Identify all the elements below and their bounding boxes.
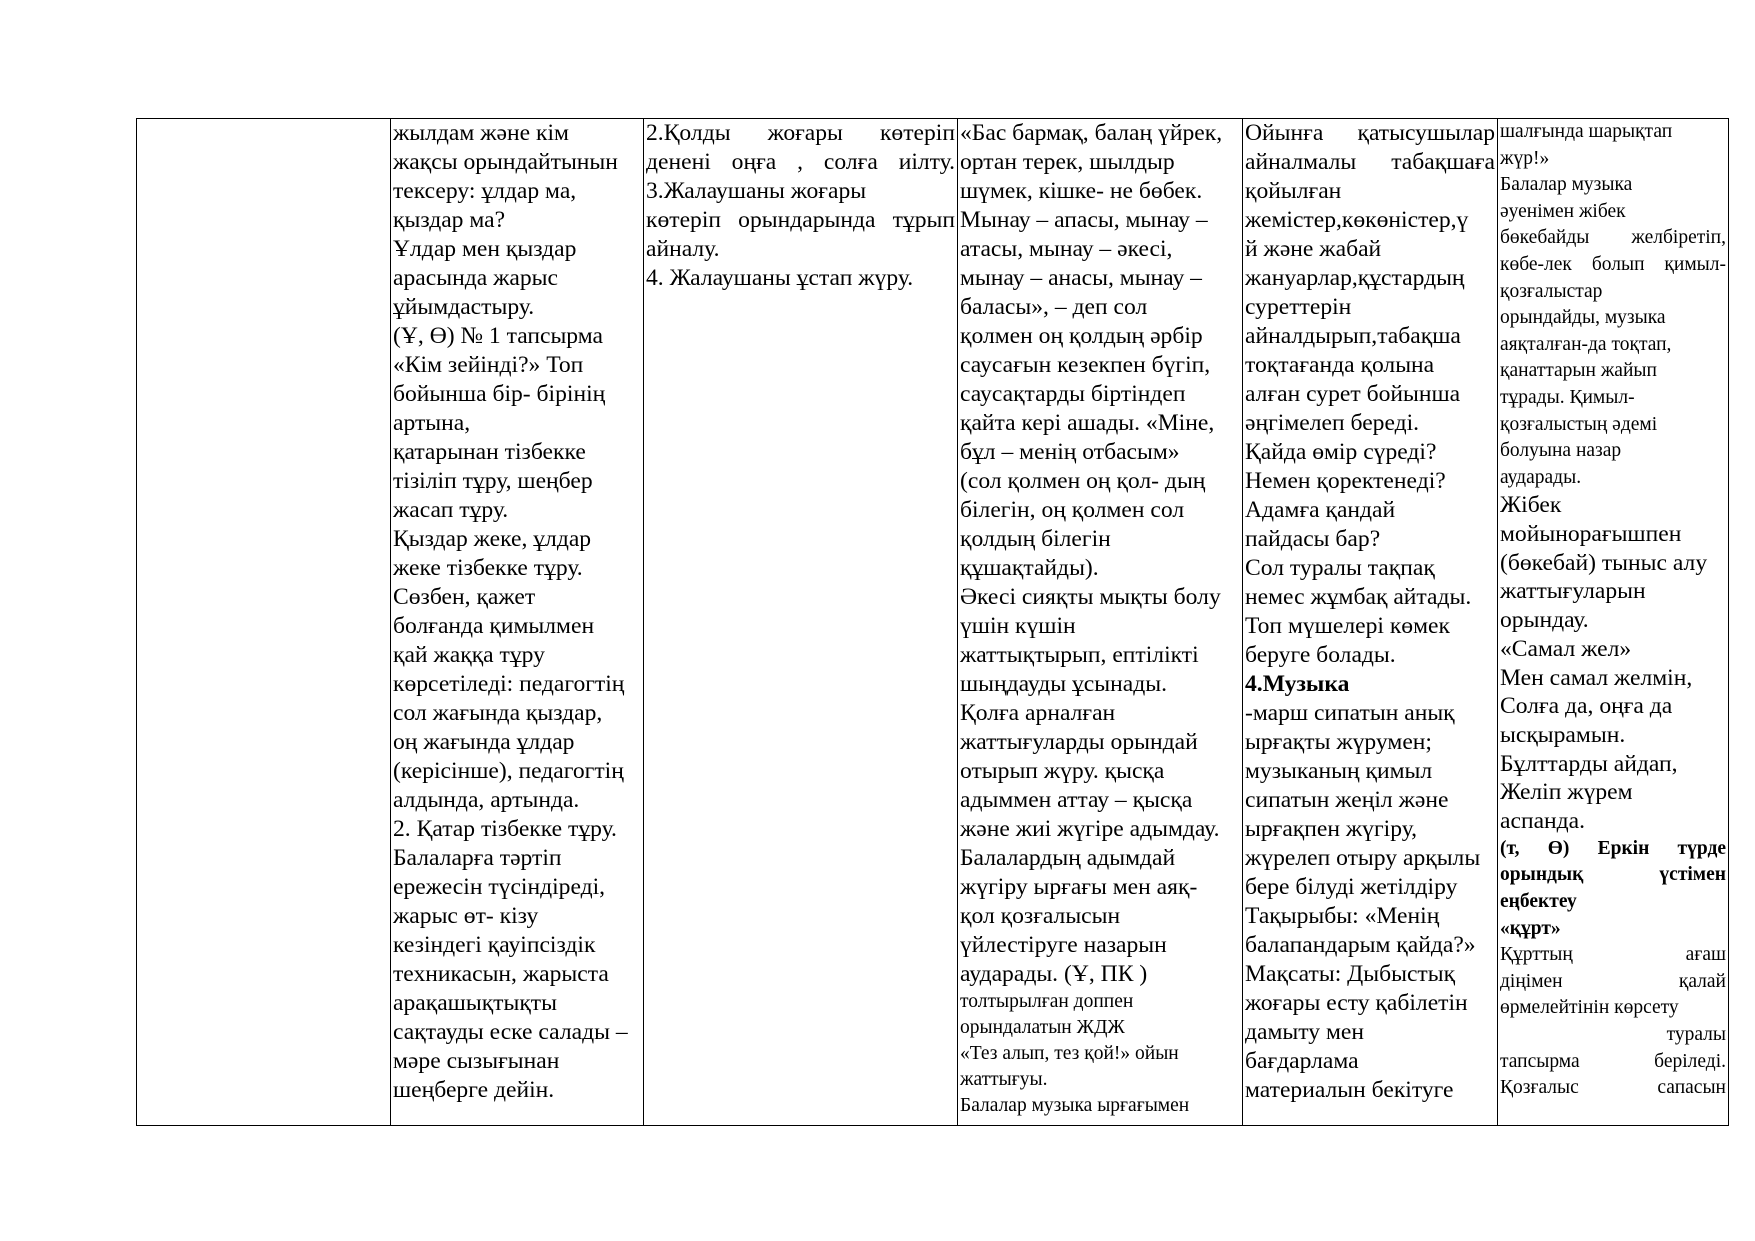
text-line: тапсырма беріледі.: [1500, 1050, 1726, 1072]
text-line: 4. Жалаушаны ұстап жүру.: [646, 265, 914, 291]
text-line: арасында жарыс: [393, 265, 558, 291]
text-line: оң жағында ұлдар: [393, 729, 575, 755]
text-line: әуенімен жібек: [1500, 200, 1626, 222]
text-line: мәре сызығынан: [393, 1048, 560, 1074]
text-line: орындайды, музыка: [1500, 307, 1666, 329]
table-cell-col3: [644, 119, 958, 1126]
text-line: қолдың білегін: [960, 526, 1111, 552]
text-line: саусақтарды біртіндеп: [960, 381, 1186, 407]
section-heading: 4.Музыка: [1245, 671, 1350, 697]
table-row: [137, 119, 1729, 1126]
text-line: бере білуді жетілдіру: [1245, 874, 1458, 900]
text-line: қойылған: [1245, 178, 1342, 204]
text-line: туралы: [1666, 1023, 1726, 1045]
text-line: Қыздар жеке, ұлдар: [393, 526, 592, 552]
text-line: (сол қолмен оң қол- дың: [960, 468, 1206, 494]
text-line: Сөзбен, қажет: [393, 584, 536, 610]
text-line: Қайда өмір сүреді?: [1245, 439, 1437, 465]
text-line: жүр!»: [1500, 147, 1550, 169]
text-line: саусағын кезекпен бүгіп,: [960, 352, 1211, 378]
section-heading: (т, Ө) Еркін түрде: [1500, 837, 1726, 859]
text-line: шүмек, кішке- не бөбек.: [960, 178, 1203, 204]
text-line: болғанда қимылмен: [393, 613, 595, 639]
text-line: адыммен аттау – қысқа: [960, 787, 1193, 813]
text-line: баласы», – деп сол: [960, 294, 1148, 320]
text-line: Немен қоректенеді?: [1245, 468, 1446, 494]
text-line: техникасын, жарыста: [393, 961, 609, 987]
text-line: ортан терек, шылдыр: [960, 149, 1175, 175]
text-line: жеке тізбекке тұру.: [393, 555, 583, 581]
text-line: айналдырып,табақша: [1245, 323, 1461, 349]
text-line: сақтауды еске салады –: [393, 1019, 628, 1045]
table-cell-col4: [958, 119, 1243, 1126]
text-line: Ойынға қатысушылар: [1245, 120, 1495, 146]
text-line: алдында, артында.: [393, 787, 580, 813]
table-cell-col2: [391, 119, 644, 1126]
text-line: жоғары есту қабілетін: [1245, 990, 1468, 1016]
text-line: жарыс өт- кізу: [393, 903, 539, 929]
text-line: жақсы орындайтынын: [393, 149, 618, 175]
text-line: «Кім зейінді?» Топ: [393, 352, 584, 378]
text-line: беруге болады.: [1245, 642, 1396, 668]
text-line: көрсетіледі: педагогтің: [393, 671, 625, 697]
text-line: жаттығуларды орындай: [960, 729, 1198, 755]
text-line: бойынша бір- бірінің: [393, 381, 606, 407]
text-line: көбе-лек болып қимыл-: [1500, 253, 1726, 275]
text-line: және жиі жүгіре адымдау.: [960, 816, 1220, 842]
text-line: жемістер,көкөністер,ү: [1245, 207, 1469, 233]
text-line: қатарынан тізбекке: [393, 439, 586, 465]
lesson-plan-table: [136, 118, 1729, 1126]
text-line: Желіп жүрем: [1500, 779, 1633, 806]
text-line: ысқырамын.: [1500, 721, 1626, 748]
text-line: болуына назар: [1500, 440, 1622, 462]
text-line: қозғалыстың әдемі: [1500, 413, 1658, 435]
text-line: мойынорағышпен: [1500, 521, 1682, 548]
text-line: жасап тұру.: [393, 497, 509, 523]
text-line: тізіліп тұру, шеңбер: [393, 468, 593, 494]
text-line: Балалар музыка ырғағымен: [960, 1095, 1190, 1116]
text-line: жылдам және кім: [393, 120, 569, 146]
text-line: Жібек: [1500, 492, 1562, 519]
table-cell-empty: [137, 119, 391, 1126]
text-line: арақашықтықты: [393, 990, 557, 1016]
text-line: Қозғалыс сапасын: [1500, 1077, 1726, 1099]
text-line: денені оңға , солға иілту.: [646, 149, 955, 175]
text-line: қай жаққа тұру: [393, 642, 545, 668]
text-line: бөкебайды желбіретіп,: [1500, 227, 1726, 249]
text-line: айналу.: [646, 236, 720, 262]
text-line: құшақтайды).: [960, 555, 1099, 581]
text-line: 2.Қолды жоғары көтеріп: [646, 120, 955, 146]
text-line: өрмелейтінін көрсету: [1500, 997, 1679, 1019]
text-line: (бөкебай) тыныс алу: [1500, 549, 1708, 576]
text-line: (керісінше), педагогтің: [393, 758, 624, 784]
text-line: Солға да, оңға да: [1500, 693, 1673, 720]
text-line: Балалардың адымдай: [960, 845, 1176, 871]
text-line: й және жабай: [1245, 236, 1382, 262]
text-line: шалғында шарықтап: [1500, 121, 1673, 142]
text-line: тоқтағанда қолына: [1245, 352, 1435, 378]
text-line: аударады. (Ұ, ПК ): [960, 961, 1148, 987]
text-line: сол жағында қыздар,: [393, 700, 603, 726]
text-line: толтырылған доппен: [960, 991, 1134, 1012]
table-cell-col5: [1243, 119, 1498, 1126]
section-heading: орындық үстімен: [1500, 864, 1726, 886]
text-line: шеңберге дейін.: [393, 1077, 555, 1103]
text-line: музыканың қимыл: [1245, 758, 1433, 784]
text-line: балапандарым қайда?»: [1245, 932, 1476, 958]
text-line: Әкесі сияқты мықты болу: [960, 584, 1221, 610]
text-line: дамыту мен: [1245, 1019, 1364, 1045]
text-line: жануарлар,құстардың: [1245, 265, 1465, 291]
text-line: Тақырыбы: «Менің: [1245, 903, 1440, 929]
text-line: жүгіру ырғағы мен аяқ-: [960, 874, 1198, 900]
text-line: аспанда.: [1500, 808, 1586, 835]
text-line: Сол туралы тақпақ: [1245, 555, 1435, 581]
text-line: Қолға арналған: [960, 700, 1116, 726]
text-line: «Самал жел»: [1500, 635, 1632, 662]
text-line: үйлестіруге назарын: [960, 932, 1167, 958]
text-line: қыздар ма?: [393, 207, 506, 233]
text-line: Балаларға тәртіп: [393, 845, 562, 871]
text-line: кезіндегі қауіпсіздік: [393, 932, 596, 958]
text-line: ырғақты жүрумен;: [1245, 729, 1432, 755]
text-line: мынау – анасы, мынау –: [960, 265, 1202, 291]
table-cell-col6: [1498, 119, 1729, 1126]
text-line: жаттықтырып, ептілікті: [960, 642, 1199, 668]
section-heading: «құрт»: [1500, 917, 1561, 939]
text-line: Мен самал желмін,: [1500, 664, 1693, 691]
text-line: қайта кері ашады. «Міне,: [960, 410, 1215, 436]
text-line: көтеріп орындарында тұрып: [646, 207, 955, 233]
text-line: шыңдауды ұсынады.: [960, 671, 1167, 697]
text-line: тұрады. Қимыл-: [1500, 386, 1635, 408]
text-line: (Ұ, Ө) № 1 тапсырма: [393, 323, 603, 349]
text-line: қолмен оң қолдың әрбір: [960, 323, 1203, 349]
text-line: -марш сипатын анық: [1245, 700, 1455, 726]
text-line: Бұлттарды айдап,: [1500, 750, 1678, 777]
text-line: жаттығуы.: [960, 1069, 1048, 1090]
text-line: орындау.: [1500, 607, 1589, 634]
text-line: ұйымдастыру.: [393, 294, 535, 320]
text-line: қанаттарын жайып: [1500, 360, 1657, 382]
text-line: суреттерін: [1245, 294, 1352, 320]
text-line: Мақсаты: Дыбыстық: [1245, 961, 1456, 987]
text-line: алған сурет бойынша: [1245, 381, 1461, 407]
text-line: отырып жүру. қысқа: [960, 758, 1165, 784]
text-line: Мынау – апасы, мынау –: [960, 207, 1208, 233]
text-line: жаттығуларын: [1500, 578, 1646, 605]
text-line: Құрттың ағаш: [1500, 944, 1726, 966]
text-line: артына,: [393, 410, 471, 436]
text-line: бағдарлама: [1245, 1048, 1359, 1074]
text-line: «Бас бармақ, балаң үйрек,: [960, 120, 1223, 146]
text-line: атасы, мынау – әкесі,: [960, 236, 1173, 262]
text-line: Адамға қандай: [1245, 497, 1396, 523]
text-line: ырғақпен жүгіру,: [1245, 816, 1418, 842]
text-line: діңімен қалай: [1500, 970, 1726, 992]
text-line: материалын бекітуге: [1245, 1077, 1454, 1103]
text-line: сипатын жеңіл және: [1245, 787, 1449, 813]
text-line: аударады.: [1500, 466, 1582, 488]
text-line: немес жұмбақ айтады.: [1245, 584, 1472, 610]
text-line: 3.Жалаушаны жоғары: [646, 178, 867, 204]
text-line: қозғалыстар: [1500, 280, 1603, 302]
text-line: 2. Қатар тізбекке тұру.: [393, 816, 617, 842]
text-line: Балалар музыка: [1500, 174, 1633, 196]
text-line: білегін, оң қолмен сол: [960, 497, 1185, 523]
text-line: ережесін түсіндіреді,: [393, 874, 606, 900]
text-line: Топ мүшелері көмек: [1245, 613, 1450, 639]
text-line: аяқталған-да тоқтап,: [1500, 333, 1672, 355]
text-line: тексеру: ұлдар ма,: [393, 178, 577, 204]
text-line: үшін күшін: [960, 613, 1076, 639]
text-line: айналмалы табақшаға: [1245, 149, 1495, 175]
text-line: орындалатын ЖДЖ: [960, 1017, 1125, 1038]
text-line: қол қозғалысын: [960, 903, 1121, 929]
text-line: Ұлдар мен қыздар: [393, 236, 577, 262]
text-line: бұл – менің отбасым»: [960, 439, 1180, 465]
section-heading: еңбектеу: [1500, 890, 1577, 912]
text-line: пайдасы бар?: [1245, 526, 1381, 552]
text-line: әңгімелеп береді.: [1245, 410, 1420, 436]
text-line: «Тез алып, тез қой!» ойын: [960, 1043, 1179, 1064]
text-line: жүрелеп отыру арқылы: [1245, 845, 1481, 871]
